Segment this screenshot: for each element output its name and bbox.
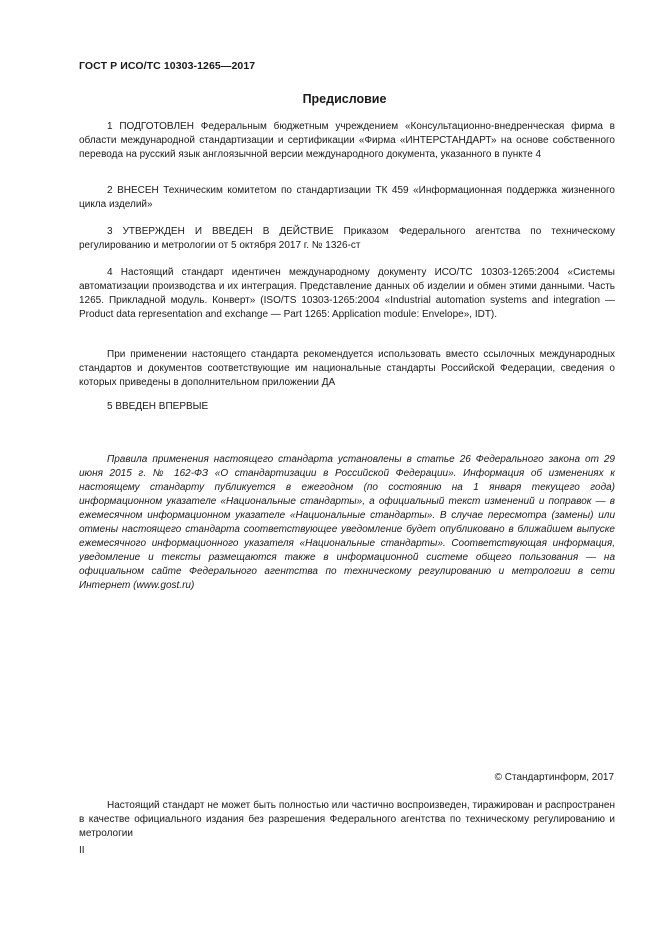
- reproduction-notice: Настоящий стандарт не может быть полностью или частично воспроизведен, тиражирован и распространен в качестве официального издания без разрешения Федерального агентства по техническому регулированию и метрологии: [79, 800, 615, 839]
- preface-item-5: 5 ВВЕДЕН ВПЕРВЫЕ: [107, 401, 209, 412]
- preface-title: Предисловие: [302, 92, 387, 106]
- preface-item-3: 3 УТВЕРЖДЕН И ВВЕДЕН В ДЕЙСТВИЕ Приказом Федерального агентства по техническому регулированию и метрологии от 5 октября 2017 г. № 1326-ст: [79, 226, 615, 251]
- preface-item-4: 4 Настоящий стандарт идентичен международному документу ИСО/ТС 10303-1265:2004 «Системы автоматизации производства и их интеграция. Представление данных об изделии и обмен этими данными. Часть 1265. Прикладной модуль. Конверт» (ISO/TS 10303-1265:2004 «Industrial automation systems and integration — Product data representation and exchange — Part 1265: Application module: Envelope», IDT).: [79, 267, 615, 320]
- preface-item-1: 1 ПОДГОТОВЛЕН Федеральным бюджетным учреждением «Консультационно-внедренческая фирма в области международной стандартизации и сертификации «Фирма «ИНТЕРСТАНДАРТ» на основе собственного перевода на русский язык англоязычной версии международного документа, указанного в пункте 4: [79, 121, 615, 160]
- preface-item-2: 2 ВНЕСЕН Техническим комитетом по стандартизации ТК 459 «Информационная поддержка жизненного цикла изделий»: [79, 185, 615, 210]
- preface-application-note: При применении настоящего стандарта рекомендуется использовать вместо ссылочных международных стандартов и документов соответствующие им национальные стандарты Российской Федерации, сведения о которых приведены в дополнительном приложении ДА: [79, 349, 615, 388]
- application-rules-notice: Правила применения настоящего стандарта установлены в статье 26 Федерального закона от 29 июня 2015 г. № 162-ФЗ «О стандартизации в Российской Федерации». Информация об изменениях к настоящему стандарту публикуется в ежегодном (по состоянию на 1 января текущего года) информационном указателе «Национальные стандарты», а официальный текст изменений и поправок — в ежемесячном информационном указателе «Национальные стандарты». В случае пересмотра (замены) или отмены настоящего стандарта соответствующее уведомление будет опубликовано в ближайшем выпуске ежемесячного информационного указателя «Национальные стандарты». Соответствующая информация, уведомление и тексты размещаются также в информационной системе общего пользования — на официальном сайте Федерального агентства по техническому регулированию и метрологии в сети Интернет (www.gost.ru): [79, 454, 615, 591]
- standard-code-header: ГОСТ Р ИСО/ТС 10303-1265—2017: [79, 60, 256, 72]
- copyright: © Стандартинформ, 2017: [494, 772, 614, 783]
- page-number: II: [79, 845, 85, 856]
